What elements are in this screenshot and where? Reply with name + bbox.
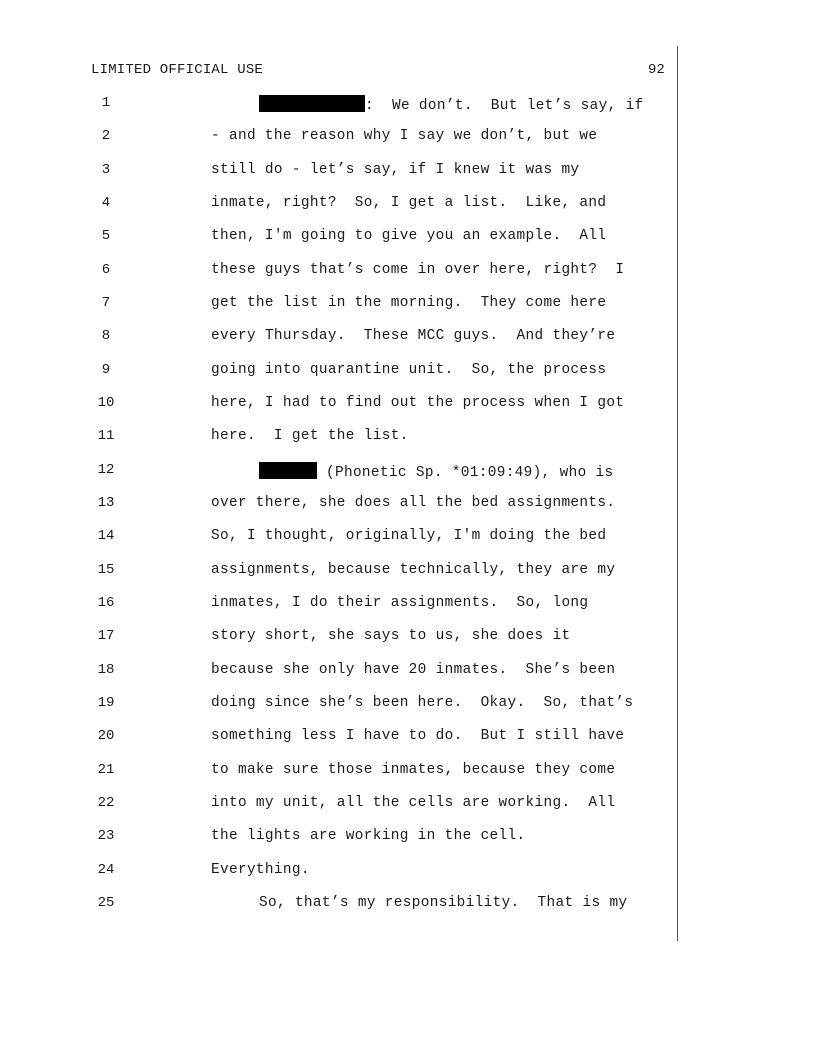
transcript-line — [0, 562, 680, 582]
line-number: 9 — [101, 362, 111, 378]
transcript-line — [0, 828, 680, 848]
transcript-line — [0, 395, 680, 415]
line-text: So, I thought, originally, I'm doing the bed — [211, 528, 607, 544]
transcript-line — [0, 862, 680, 882]
transcript-line — [0, 595, 680, 615]
transcript-line — [0, 162, 680, 182]
redaction-box — [259, 462, 317, 479]
line-text: inmate, right? So, I get a list. Like, and — [211, 195, 607, 211]
line-number: 22 — [97, 795, 115, 811]
line-text: every Thursday. These MCC guys. And they’re — [211, 328, 616, 344]
line-text — [259, 462, 614, 481]
transcript-line — [0, 228, 680, 248]
line-text: because she only have 20 inmates. She’s been — [211, 662, 616, 678]
line-text: So, that’s my responsibility. That is my — [259, 895, 628, 911]
transcript-line — [0, 428, 680, 448]
line-text: story short, she says to us, she does it — [211, 628, 571, 644]
line-number: 8 — [101, 328, 111, 344]
line-text-content: : We don’t. But let’s say, if — [365, 98, 644, 114]
line-number: 4 — [101, 195, 111, 211]
line-text: the lights are working in the cell. — [211, 828, 526, 844]
line-number: 24 — [97, 862, 115, 878]
line-text: Everything. — [211, 862, 310, 878]
line-number: 21 — [97, 762, 115, 778]
transcript-line — [0, 628, 680, 648]
line-text: still do - let’s say, if I knew it was my — [211, 162, 580, 178]
transcript-line — [0, 528, 680, 548]
transcript-line — [0, 95, 680, 115]
transcript-line — [0, 362, 680, 382]
line-text: here, I had to find out the process when I got — [211, 395, 625, 411]
line-number: 13 — [97, 495, 115, 511]
line-text: something less I have to do. But I still have — [211, 728, 625, 744]
line-text: assignments, because technically, they are my — [211, 562, 616, 578]
line-number: 16 — [97, 595, 115, 611]
line-text: into my unit, all the cells are working. All — [211, 795, 616, 811]
line-number: 3 — [101, 162, 111, 178]
line-text: then, I'm going to give you an example. All — [211, 228, 607, 244]
line-number: 2 — [101, 128, 111, 144]
line-number: 11 — [97, 428, 115, 444]
transcript-line — [0, 662, 680, 682]
transcript-line — [0, 128, 680, 148]
classification-header: LIMITED OFFICIAL USE — [91, 62, 264, 78]
line-number: 10 — [97, 395, 115, 411]
line-number: 12 — [97, 462, 115, 478]
page-number: 92 — [648, 62, 665, 78]
line-text: doing since she’s been here. Okay. So, that’s — [211, 695, 634, 711]
line-number: 15 — [97, 562, 115, 578]
transcript-line — [0, 762, 680, 782]
line-number: 7 — [101, 295, 111, 311]
line-text-content: (Phonetic Sp. *01:09:49), who is — [317, 465, 614, 481]
transcript-line — [0, 895, 680, 915]
line-text — [259, 95, 644, 114]
transcript-line — [0, 195, 680, 215]
line-number: 18 — [97, 662, 115, 678]
transcript-line — [0, 728, 680, 748]
line-number: 14 — [97, 528, 115, 544]
line-text: going into quarantine unit. So, the process — [211, 362, 607, 378]
line-number: 1 — [101, 95, 111, 111]
line-text: over there, she does all the bed assignments. — [211, 495, 616, 511]
line-text: here. I get the list. — [211, 428, 409, 444]
transcript-line — [0, 328, 680, 348]
line-text: get the list in the morning. They come here — [211, 295, 607, 311]
line-number: 5 — [101, 228, 111, 244]
line-text: to make sure those inmates, because they come — [211, 762, 616, 778]
line-number: 25 — [97, 895, 115, 911]
transcript-line — [0, 262, 680, 282]
transcript-line — [0, 495, 680, 515]
redaction-box — [259, 95, 365, 112]
line-number: 17 — [97, 628, 115, 644]
line-text: - and the reason why I say we don’t, but we — [211, 128, 598, 144]
transcript-line — [0, 795, 680, 815]
line-number: 20 — [97, 728, 115, 744]
transcript-line — [0, 295, 680, 315]
line-text: inmates, I do their assignments. So, long — [211, 595, 589, 611]
line-number: 23 — [97, 828, 115, 844]
line-number: 19 — [97, 695, 115, 711]
line-text: these guys that’s come in over here, right? I — [211, 262, 625, 278]
transcript-line — [0, 695, 680, 715]
line-number: 6 — [101, 262, 111, 278]
transcript-line — [0, 462, 680, 482]
